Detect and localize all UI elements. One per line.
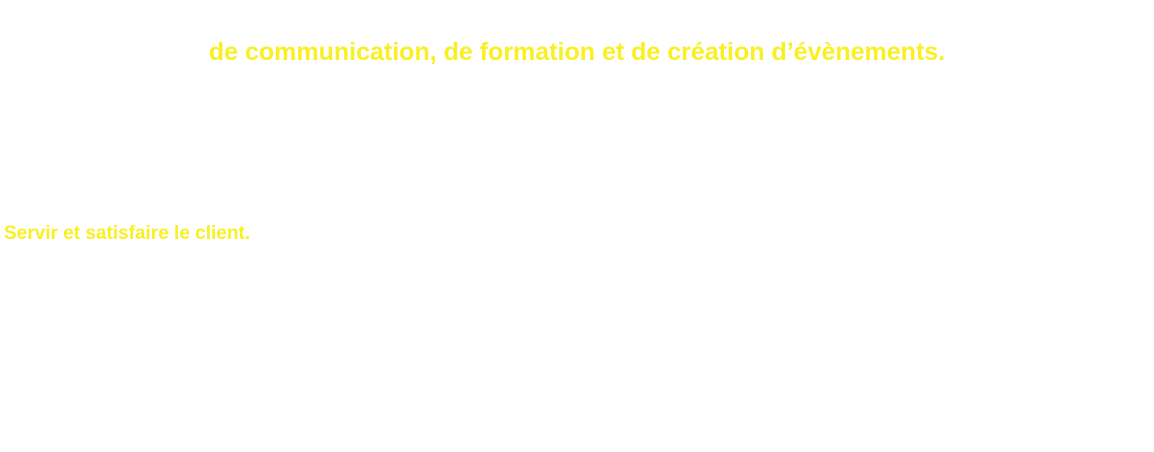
mission-subheading: Servir et satisfaire le client. — [4, 223, 251, 244]
services-headline: de communication, de formation et de création d’évènements. — [208, 38, 946, 66]
